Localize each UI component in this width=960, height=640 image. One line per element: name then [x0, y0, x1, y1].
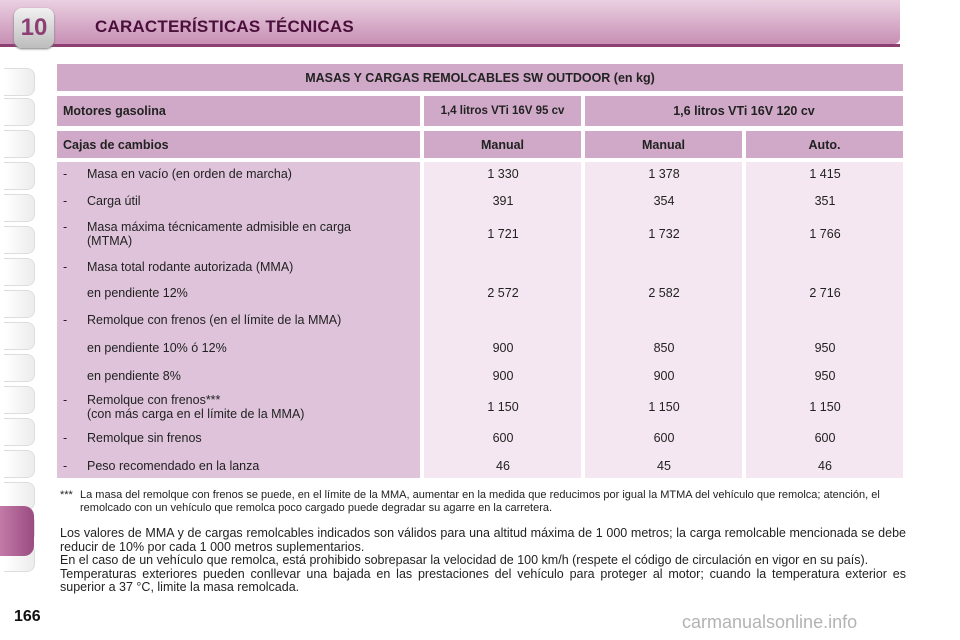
row-value: 2 572	[487, 286, 519, 300]
footnote-text: La masa del remolque con frenos se puede, en el límite de la MMA, aumentar en la medida que reducimos por igual la MTMA del vehículo que remolca; atención, el remolcado con un vehículo que remolca poco cargado puede degradar su agarre en la carretera.	[80, 489, 880, 514]
note-paragraph: Temperaturas exteriores pueden conllevar una bajada en las prestaciones del vehículo para proteger al motor; cuando la temperatura exterior es superior a 37 °C, limite la masa remolcada.	[60, 566, 906, 594]
row-label: en pendiente 8%	[87, 369, 181, 383]
row-value: 1 150	[648, 400, 680, 414]
row-label-cont: (MTMA)	[87, 234, 133, 248]
page-title: CARACTERÍSTICAS TÉCNICAS	[95, 17, 354, 36]
row-label: Remolque con frenos***	[87, 393, 221, 407]
row-value: 1 415	[809, 167, 841, 181]
row-label: Remolque con frenos (en el límite de la MMA)	[87, 313, 342, 327]
chapter-badge: 10	[14, 8, 54, 48]
row-value: 950	[814, 369, 836, 383]
row-value: 1 721	[487, 227, 519, 241]
row-value: 46	[496, 459, 510, 473]
row-value: 600	[653, 431, 675, 445]
chapter-tab[interactable]	[4, 194, 35, 222]
row-value: 46	[818, 459, 832, 473]
chapter-tab[interactable]	[4, 290, 35, 318]
row-value: 2 582	[648, 286, 680, 300]
chapter-tab[interactable]	[4, 354, 35, 382]
chapter-tabs	[4, 68, 34, 568]
footnote	[60, 489, 906, 515]
header-bar	[0, 0, 960, 52]
row-dash: -	[63, 167, 68, 181]
gearbox-header: Manual	[585, 131, 742, 158]
row-label: Remolque sin frenos	[87, 431, 202, 445]
chapter-tab[interactable]	[4, 68, 35, 96]
table-title: MASAS Y CARGAS REMOLCABLES SW OUTDOOR (en kg)	[57, 64, 903, 91]
row-value: 600	[492, 431, 514, 445]
body-notes	[60, 527, 906, 595]
row-value: 1 378	[648, 167, 680, 181]
row-label: en pendiente 12%	[87, 286, 188, 300]
chapter-tab[interactable]	[4, 226, 35, 254]
chapter-tab[interactable]	[4, 418, 35, 446]
engine-header: 1,6 litros VTi 16V 120 cv	[585, 96, 903, 126]
row-label: en pendiente 10% ó 12%	[87, 341, 227, 355]
row-value: 900	[492, 369, 514, 383]
row-value: 850	[653, 341, 675, 355]
note-paragraph: Los valores de MMA y de cargas remolcables indicados son válidos para una altitud máxima de 1 000 metros; la carga remolcable mencionada se debe reducir de 10% por cada 1 000 metros suplementarios.	[60, 526, 906, 554]
row-dash: -	[63, 313, 68, 327]
chapter-tab[interactable]	[4, 98, 35, 126]
row-value: 900	[653, 369, 675, 383]
row-dash: -	[63, 260, 68, 274]
gearbox-header: Manual	[424, 131, 581, 158]
row-value: 354	[653, 194, 675, 208]
engine-header: 1,4 litros VTi 16V 95 cv	[424, 96, 581, 126]
gearbox-header-label: Cajas de cambios	[57, 131, 420, 158]
row-value: 351	[814, 194, 836, 208]
header-band-edge	[0, 44, 900, 47]
row-value: 2 716	[809, 286, 841, 300]
row-label-cont: (con más carga en el límite de la MMA)	[87, 407, 305, 421]
gearbox-header: Auto.	[746, 131, 903, 158]
row-dash: -	[63, 459, 68, 473]
chapter-tab[interactable]	[4, 130, 35, 158]
chapter-tab[interactable]	[4, 162, 35, 190]
row-value: 600	[814, 431, 836, 445]
row-value: 1 732	[648, 227, 680, 241]
row-value: 1 150	[487, 400, 519, 414]
row-label: Masa en vacío (en orden de marcha)	[87, 167, 292, 181]
row-label: Masa total rodante autorizada (MMA)	[87, 260, 294, 274]
chapter-tab[interactable]	[4, 386, 35, 414]
chapter-tab[interactable]	[4, 450, 35, 478]
row-value: 1 766	[809, 227, 841, 241]
engine-header-label: Motores gasolina	[57, 96, 420, 126]
row-dash: -	[63, 194, 68, 208]
chapter-tab[interactable]	[4, 322, 35, 350]
page-number: 166	[14, 608, 41, 625]
watermark: carmanualsonline.info	[682, 612, 858, 632]
note-paragraph: En el caso de un vehículo que remolca, está prohibido sobrepasar la velocidad de 100 km/h (respete el código de circulación en vigor en su país).	[60, 553, 869, 567]
chapter-tab-active[interactable]	[0, 506, 34, 556]
footnote-mark: ***	[60, 489, 73, 501]
row-value: 1 150	[809, 400, 841, 414]
row-label: Carga útil	[87, 194, 141, 208]
row-value: 1 330	[487, 167, 519, 181]
row-dash: -	[63, 393, 68, 407]
row-value: 391	[492, 194, 514, 208]
row-dash: -	[63, 431, 68, 445]
row-dash: -	[63, 220, 68, 234]
row-value: 45	[657, 459, 671, 473]
row-label: Peso recomendado en la lanza	[87, 459, 260, 473]
chapter-tab[interactable]	[4, 258, 35, 286]
row-label: Masa máxima técnicamente admisible en carga	[87, 220, 352, 234]
row-value: 900	[492, 341, 514, 355]
row-value: 950	[814, 341, 836, 355]
